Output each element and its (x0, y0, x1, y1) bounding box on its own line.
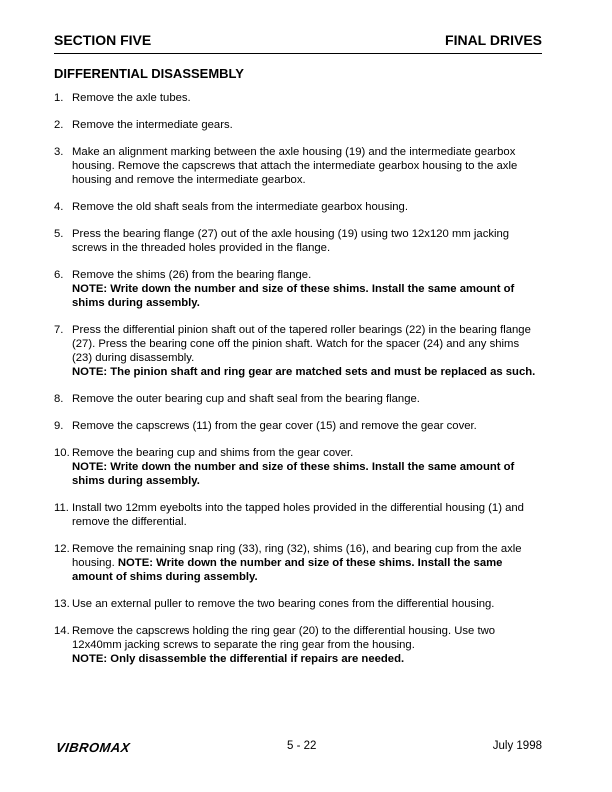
step-number: 2. (54, 119, 64, 131)
step-number: 9. (54, 420, 64, 432)
page-title: DIFFERENTIAL DISASSEMBLY (54, 66, 244, 81)
step-number: 11. (54, 502, 69, 514)
step-number: 3. (54, 146, 64, 158)
steps-list (54, 91, 542, 679)
step-item (54, 446, 542, 488)
step-item (54, 392, 542, 406)
step-note: NOTE: Only disassemble the differential if repairs are needed. (72, 653, 405, 665)
step-text: Remove the old shaft seals from the intermediate gearbox housing. (72, 201, 408, 213)
step-number: 1. (54, 92, 64, 104)
step-item (54, 597, 542, 611)
step-number: 14. (54, 625, 70, 637)
step-item (54, 323, 542, 379)
page-header (54, 32, 542, 52)
step-number: 6. (54, 269, 64, 281)
step-item (54, 91, 542, 105)
step-item (54, 542, 542, 584)
step-text: Remove the bearing cup and shims from the gear cover. (72, 447, 354, 459)
step-number: 13. (54, 598, 70, 610)
step-text: Remove the capscrews holding the ring gear (20) to the differential housing. Use two 12x40mm jacking screws to separate the ring gear from the housing. (72, 625, 496, 651)
step-text: Remove the shims (26) from the bearing flange. (72, 269, 312, 281)
step-text: Remove the intermediate gears. (72, 119, 233, 131)
step-number: 4. (54, 201, 64, 213)
step-number: 7. (54, 324, 64, 336)
step-text: Press the differential pinion shaft out of the tapered roller bearings (22) in the bearing flange (27). Press the bearing cone off the pinion shaft. Watch for the spacer (24) and any shims (23) during disassembly. (72, 324, 531, 364)
step-item (54, 200, 542, 214)
step-item (54, 227, 542, 255)
step-note: NOTE: The pinion shaft and ring gear are matched sets and must be replaced as such. (72, 366, 536, 378)
step-number: 8. (54, 393, 64, 405)
step-text: Remove the outer bearing cup and shaft seal from the bearing flange. (72, 393, 420, 405)
page-footer (54, 740, 542, 758)
step-item (54, 624, 542, 666)
step-note: NOTE: Write down the number and size of these shims. Install the same amount of shims during assembly. (72, 557, 503, 583)
step-item (54, 118, 542, 132)
step-text: Remove the capscrews (11) from the gear cover (15) and remove the gear cover. (72, 420, 477, 432)
step-text: Use an external puller to remove the two bearing cones from the differential housing. (72, 598, 495, 610)
step-item (54, 419, 542, 433)
step-item (54, 268, 542, 310)
header-rule (54, 53, 542, 54)
section-label: SECTION FIVE (54, 32, 152, 48)
step-text: Make an alignment marking between the axle housing (19) and the intermediate gearbox housing. Remove the capscrews that attach the intermediate gearbox housing to the axle housing and remove the intermediate gearbox. (72, 146, 518, 186)
step-text: Remove the axle tubes. (72, 92, 191, 104)
step-number: 12. (54, 543, 70, 555)
step-text: Remove the remaining snap ring (33), ring (32), shims (16), and bearing cup from the axle housing. (72, 543, 522, 569)
step-item (54, 501, 542, 529)
step-number: 5. (54, 228, 64, 240)
chapter-label: FINAL DRIVES (445, 32, 542, 48)
step-item (54, 145, 542, 187)
step-number: 10. (54, 447, 70, 459)
vibromax-logo: VIBROMAX (54, 740, 132, 755)
step-note: NOTE: Write down the number and size of these shims. Install the same amount of shims during assembly. (72, 283, 515, 309)
step-text: Press the bearing flange (27) out of the axle housing (19) using two 12x120 mm jacking screws in the threaded holes provided in the flange. (72, 228, 510, 254)
step-note: NOTE: Write down the number and size of these shims. Install the same amount of shims during assembly. (72, 461, 515, 487)
publication-date: July 1998 (492, 740, 542, 752)
step-text: Install two 12mm eyebolts into the tapped holes provided in the differential housing (1) and remove the differential. (72, 502, 524, 528)
page-number: 5 - 22 (287, 740, 317, 752)
